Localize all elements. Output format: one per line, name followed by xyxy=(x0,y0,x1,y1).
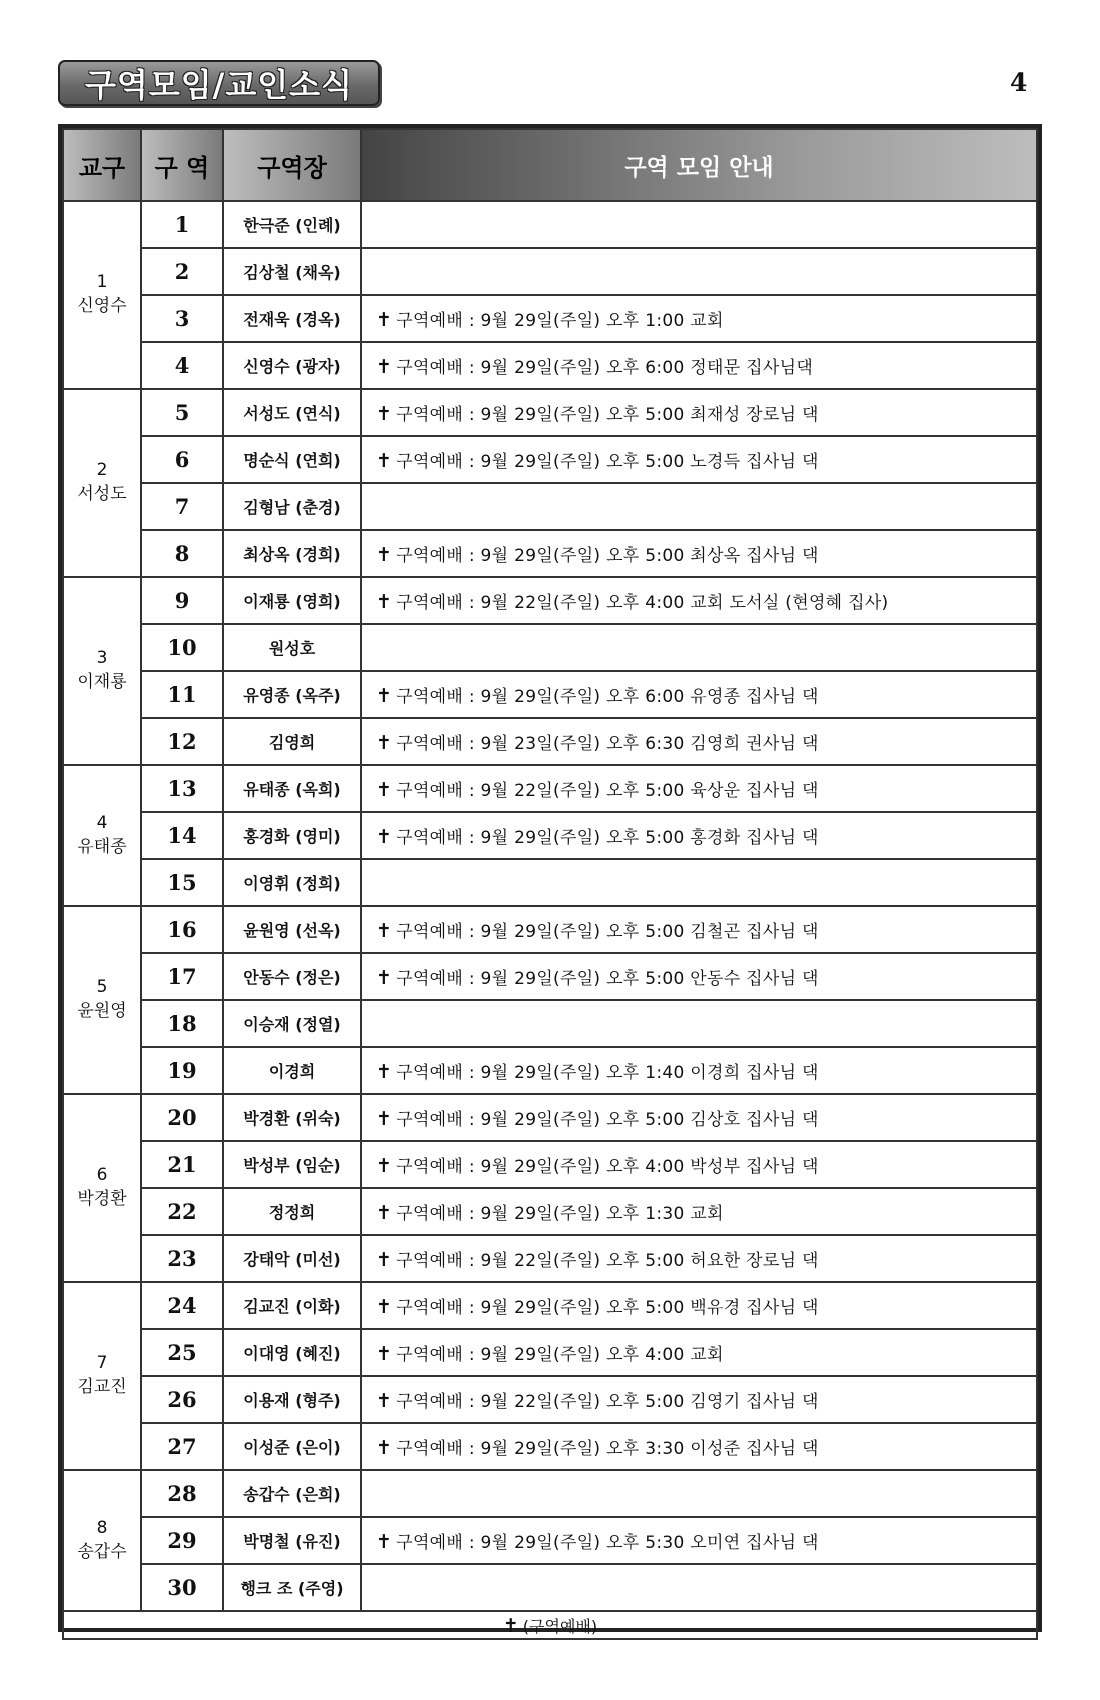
zone-number: 7 xyxy=(141,483,223,530)
section-title: 구역모임/교인소식 xyxy=(85,66,353,104)
table-row xyxy=(63,436,1037,483)
zone-number: 28 xyxy=(141,1470,223,1517)
meeting-notice: 구역예배 : 9월 29일(주일) 오후 1:30 교회 xyxy=(396,1204,724,1224)
district-leader: 윤원영 xyxy=(77,1001,127,1021)
meeting-notice: 구역예배 : 9월 29일(주일) 오후 5:00 김철곤 집사님 댁 xyxy=(396,922,819,942)
meeting-notice-cell xyxy=(361,953,1037,1000)
zone-number: 27 xyxy=(141,1423,223,1470)
zone-leader: 전재욱 (경옥) xyxy=(223,295,361,342)
cross-icon: ✝ xyxy=(376,826,393,848)
zone-number: 13 xyxy=(141,765,223,812)
district-cell xyxy=(63,1282,141,1470)
table-row xyxy=(63,1188,1037,1235)
zone-number: 19 xyxy=(141,1047,223,1094)
cross-icon: ✝ xyxy=(376,1155,393,1177)
district-cell xyxy=(63,389,141,577)
cross-icon: ✝ xyxy=(376,1343,393,1365)
meeting-notice-cell xyxy=(361,1517,1037,1564)
zone-number: 3 xyxy=(141,295,223,342)
zone-leader: 서성도 (연식) xyxy=(223,389,361,436)
table-row xyxy=(63,1000,1037,1047)
cross-icon: ✝ xyxy=(376,1249,393,1271)
zone-leader: 최상옥 (경희) xyxy=(223,530,361,577)
cross-icon: ✝ xyxy=(376,1390,393,1412)
zone-leader: 강태악 (미선) xyxy=(223,1235,361,1282)
zone-leader: 박경환 (위숙) xyxy=(223,1094,361,1141)
zone-number: 14 xyxy=(141,812,223,859)
table-row xyxy=(63,1282,1037,1329)
meeting-notice-cell xyxy=(361,1423,1037,1470)
zone-number: 24 xyxy=(141,1282,223,1329)
zone-number: 15 xyxy=(141,859,223,906)
meeting-notice: 구역예배 : 9월 29일(주일) 오후 5:30 오미연 집사님 댁 xyxy=(396,1533,819,1553)
table-row xyxy=(63,201,1037,248)
meeting-notice: 구역예배 : 9월 29일(주일) 오후 5:00 노경득 집사님 댁 xyxy=(396,452,819,472)
meeting-notice: 구역예배 : 9월 22일(주일) 오후 5:00 김영기 집사님 댁 xyxy=(396,1392,819,1412)
table-row xyxy=(63,342,1037,389)
cross-icon: ✝ xyxy=(376,356,393,378)
meeting-notice-cell xyxy=(361,1470,1037,1517)
meeting-notice-cell xyxy=(361,1235,1037,1282)
zone-number: 30 xyxy=(141,1564,223,1611)
zone-leader: 홍경화 (영미) xyxy=(223,812,361,859)
zone-leader: 정정희 xyxy=(223,1188,361,1235)
cross-icon: ✝ xyxy=(376,591,393,613)
meeting-notice-cell xyxy=(361,1000,1037,1047)
district-cell xyxy=(63,577,141,765)
cross-icon: ✝ xyxy=(376,1108,393,1130)
meeting-notice-cell xyxy=(361,718,1037,765)
zone-leader: 신영수 (광자) xyxy=(223,342,361,389)
zone-leader: 김교진 (이화) xyxy=(223,1282,361,1329)
table-row xyxy=(63,1235,1037,1282)
meeting-notice: 구역예배 : 9월 29일(주일) 오후 6:00 유영종 집사님 댁 xyxy=(396,687,819,707)
table-row xyxy=(63,1329,1037,1376)
meeting-notice: 구역예배 : 9월 29일(주일) 오후 5:00 홍경화 집사님 댁 xyxy=(396,828,819,848)
district-number: 8 xyxy=(96,1517,108,1538)
district-leader: 김교진 xyxy=(77,1377,127,1397)
zone-leader: 이승재 (정열) xyxy=(223,1000,361,1047)
zone-leader: 송갑수 (은희) xyxy=(223,1470,361,1517)
meeting-notice-cell xyxy=(361,859,1037,906)
meeting-notice: 구역예배 : 9월 29일(주일) 오후 3:30 이성준 집사님 댁 xyxy=(396,1439,819,1459)
table-row xyxy=(63,483,1037,530)
zone-number: 1 xyxy=(141,201,223,248)
meeting-notice-cell xyxy=(361,1564,1037,1611)
meeting-notice-cell xyxy=(361,1376,1037,1423)
meeting-notice: 구역예배 : 9월 29일(주일) 오후 1:40 이경희 집사님 댁 xyxy=(396,1063,819,1083)
district-number: 4 xyxy=(96,812,108,833)
zone-number: 5 xyxy=(141,389,223,436)
zone-leader: 이성준 (은이) xyxy=(223,1423,361,1470)
meeting-notice-cell xyxy=(361,248,1037,295)
table-row xyxy=(63,953,1037,1000)
meeting-notice: 구역예배 : 9월 29일(주일) 오후 5:00 안동수 집사님 댁 xyxy=(396,969,819,989)
zone-leader: 행크 조 (주영) xyxy=(223,1564,361,1611)
meeting-notice-cell xyxy=(361,624,1037,671)
section-title-box xyxy=(58,60,380,106)
district-leader: 이재룡 xyxy=(77,672,127,692)
meeting-notice-cell xyxy=(361,1094,1037,1141)
table-row xyxy=(63,859,1037,906)
header-zone: 구 역 xyxy=(141,129,223,201)
cross-icon: ✝ xyxy=(376,732,393,754)
header-meeting-info: 구역 모임 안내 xyxy=(361,129,1037,201)
cross-icon: ✝ xyxy=(376,403,393,425)
table-row xyxy=(63,248,1037,295)
table-row xyxy=(63,1141,1037,1188)
zone-leader: 윤원영 (선옥) xyxy=(223,906,361,953)
table-row xyxy=(63,624,1037,671)
table-row xyxy=(63,1094,1037,1141)
district-number: 7 xyxy=(96,1353,108,1374)
meeting-notice: 구역예배 : 9월 22일(주일) 오후 5:00 육상운 집사님 댁 xyxy=(396,781,819,801)
district-number: 1 xyxy=(96,272,108,293)
cross-icon: ✝ xyxy=(376,920,393,942)
meeting-notice-cell xyxy=(361,530,1037,577)
cross-icon: ✝ xyxy=(376,1296,393,1318)
district-number: 2 xyxy=(96,460,108,481)
meeting-notice-cell xyxy=(361,295,1037,342)
zone-leader: 박명철 (유진) xyxy=(223,1517,361,1564)
meeting-notice-cell xyxy=(361,765,1037,812)
header-district: 교구 xyxy=(63,129,141,201)
meeting-notice-cell xyxy=(361,436,1037,483)
table-row xyxy=(63,1517,1037,1564)
zone-leader: 이영휘 (정희) xyxy=(223,859,361,906)
meeting-notice-cell xyxy=(361,1141,1037,1188)
table-row xyxy=(63,530,1037,577)
zone-number: 23 xyxy=(141,1235,223,1282)
zone-leader: 박성부 (임순) xyxy=(223,1141,361,1188)
cross-icon: ✝ xyxy=(376,544,393,566)
meeting-notice: 구역예배 : 9월 29일(주일) 오후 6:00 정태문 집사님댁 xyxy=(396,358,814,378)
cross-icon: ✝ xyxy=(376,1202,393,1224)
zone-leader: 이재룡 (영희) xyxy=(223,577,361,624)
zone-number: 21 xyxy=(141,1141,223,1188)
district-cell xyxy=(63,906,141,1094)
district-cell xyxy=(63,1470,141,1611)
zone-number: 20 xyxy=(141,1094,223,1141)
table-row xyxy=(63,1047,1037,1094)
meeting-notice: 구역예배 : 9월 23일(주일) 오후 6:30 김영희 권사님 댁 xyxy=(396,734,819,754)
meeting-notice: 구역예배 : 9월 29일(주일) 오후 5:00 최상옥 집사님 댁 xyxy=(396,546,819,566)
cross-icon: ✝ xyxy=(376,1437,393,1459)
table-header-row xyxy=(63,129,1037,201)
meeting-notice: 구역예배 : 9월 22일(주일) 오후 5:00 허요한 장로님 댁 xyxy=(396,1251,819,1271)
zone-number: 8 xyxy=(141,530,223,577)
table-row xyxy=(63,765,1037,812)
meeting-notice: 구역예배 : 9월 29일(주일) 오후 5:00 백유경 집사님 댁 xyxy=(396,1298,819,1318)
cross-icon: ✝ xyxy=(376,450,393,472)
zone-number: 17 xyxy=(141,953,223,1000)
table-row xyxy=(63,1470,1037,1517)
zone-leader: 원성호 xyxy=(223,624,361,671)
cross-icon: ✝ xyxy=(502,1614,519,1637)
zone-leader: 안동수 (정은) xyxy=(223,953,361,1000)
table-row xyxy=(63,389,1037,436)
table-row xyxy=(63,295,1037,342)
zone-leader: 김형남 (춘경) xyxy=(223,483,361,530)
district-cell xyxy=(63,201,141,389)
cross-icon: ✝ xyxy=(376,685,393,707)
page-number: 4 xyxy=(1010,68,1028,97)
table-footer-row xyxy=(63,1611,1037,1639)
district-cell xyxy=(63,765,141,906)
zone-number: 16 xyxy=(141,906,223,953)
zone-leader: 유태종 (옥희) xyxy=(223,765,361,812)
table-row xyxy=(63,577,1037,624)
meeting-notice-cell xyxy=(361,389,1037,436)
zone-number: 29 xyxy=(141,1517,223,1564)
meeting-notice-cell xyxy=(361,483,1037,530)
zone-leader: 이경희 xyxy=(223,1047,361,1094)
cross-icon: ✝ xyxy=(376,1061,393,1083)
table-row xyxy=(63,1376,1037,1423)
meeting-notice-cell xyxy=(361,906,1037,953)
zone-leader: 한극준 (인례) xyxy=(223,201,361,248)
meeting-notice-cell xyxy=(361,812,1037,859)
table-row xyxy=(63,906,1037,953)
footer-note: (구역예배) xyxy=(522,1616,598,1636)
district-number: 5 xyxy=(96,977,108,998)
district-number: 3 xyxy=(96,648,108,669)
zone-number: 22 xyxy=(141,1188,223,1235)
meeting-notice-cell xyxy=(361,1188,1037,1235)
meeting-notice: 구역예배 : 9월 22일(주일) 오후 4:00 교회 도서실 (현영혜 집사) xyxy=(396,593,889,613)
zone-leader: 이대영 (혜진) xyxy=(223,1329,361,1376)
header-zone-leader: 구역장 xyxy=(223,129,361,201)
zone-number: 18 xyxy=(141,1000,223,1047)
meeting-notice-cell xyxy=(361,201,1037,248)
meeting-notice: 구역예배 : 9월 29일(주일) 오후 4:00 박성부 집사님 댁 xyxy=(396,1157,819,1177)
cross-icon: ✝ xyxy=(376,779,393,801)
district-leader: 신영수 xyxy=(77,296,127,316)
district-number: 6 xyxy=(96,1165,108,1186)
district-leader: 유태종 xyxy=(77,836,127,857)
meeting-notice: 구역예배 : 9월 29일(주일) 오후 5:00 김상호 집사님 댁 xyxy=(396,1110,819,1130)
zone-leader: 명순식 (연희) xyxy=(223,436,361,483)
meeting-notice-cell xyxy=(361,1282,1037,1329)
zone-number: 11 xyxy=(141,671,223,718)
meeting-notice: 구역예배 : 9월 29일(주일) 오후 1:00 교회 xyxy=(396,311,724,331)
zone-leader: 김영희 xyxy=(223,718,361,765)
zone-leader: 김상철 (채옥) xyxy=(223,248,361,295)
meeting-notice-cell xyxy=(361,577,1037,624)
meeting-notice-cell xyxy=(361,342,1037,389)
zone-number: 2 xyxy=(141,248,223,295)
table-row xyxy=(63,1564,1037,1611)
table-body xyxy=(63,201,1037,1611)
cross-icon: ✝ xyxy=(376,967,393,989)
district-meeting-table xyxy=(58,124,1042,1637)
table-row xyxy=(63,718,1037,765)
zone-number: 6 xyxy=(141,436,223,483)
zone-number: 25 xyxy=(141,1329,223,1376)
district-leader: 송갑수 xyxy=(77,1541,127,1562)
district-leader: 박경환 xyxy=(77,1189,127,1209)
zone-number: 26 xyxy=(141,1376,223,1423)
meeting-notice-cell xyxy=(361,1329,1037,1376)
footer-legend xyxy=(63,1611,1037,1639)
district-cell xyxy=(63,1094,141,1282)
meeting-notice-cell xyxy=(361,671,1037,718)
table-row xyxy=(63,671,1037,718)
meeting-notice: 구역예배 : 9월 29일(주일) 오후 4:00 교회 xyxy=(396,1345,724,1365)
zone-leader: 유영종 (옥주) xyxy=(223,671,361,718)
zone-number: 10 xyxy=(141,624,223,671)
cross-icon: ✝ xyxy=(376,309,393,331)
table-row xyxy=(63,1423,1037,1470)
cross-icon: ✝ xyxy=(376,1531,393,1553)
zone-leader: 이용재 (형주) xyxy=(223,1376,361,1423)
meeting-notice: 구역예배 : 9월 29일(주일) 오후 5:00 최재성 장로님 댁 xyxy=(396,405,819,425)
district-leader: 서성도 xyxy=(77,484,127,504)
meeting-notice-cell xyxy=(361,1047,1037,1094)
table-row xyxy=(63,812,1037,859)
zone-number: 9 xyxy=(141,577,223,624)
zone-number: 4 xyxy=(141,342,223,389)
zone-number: 12 xyxy=(141,718,223,765)
